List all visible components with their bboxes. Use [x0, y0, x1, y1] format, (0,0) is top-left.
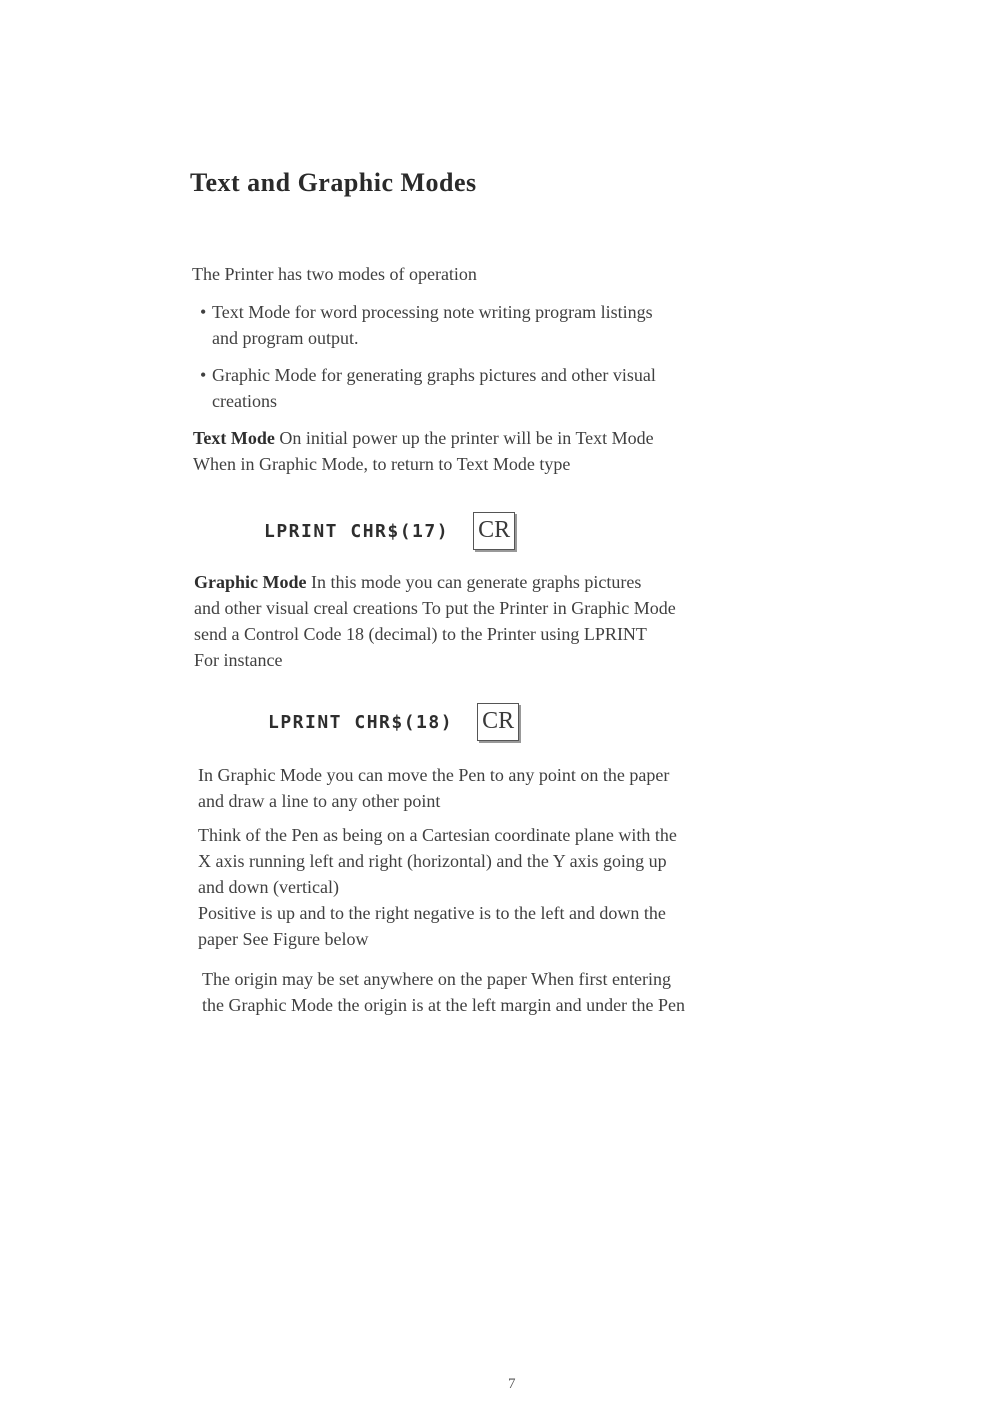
pen-move-paragraph — [198, 762, 669, 814]
paragraph-line: send a Control Code 18 (decimal) to the Printer using LPRINT — [194, 624, 647, 644]
code-example-text-mode — [264, 512, 515, 550]
bullet-dot: • — [200, 302, 207, 322]
paragraph-line: paper See Figure below — [198, 929, 369, 949]
paragraph-line: In this mode you can generate graphs pictures — [311, 572, 642, 592]
paragraph-line: On initial power up the printer will be in Text Mode — [279, 428, 654, 448]
paragraph-line: and other visual creal creations To put the Printer in Graphic Mode — [194, 598, 676, 618]
bullet-line: Graphic Mode for generating graphs pictures and other visual — [212, 365, 656, 385]
paragraph-line: The origin may be set anywhere on the paper When first entering — [202, 969, 672, 989]
bullet-line: Text Mode for word processing note writing program listings — [212, 302, 653, 322]
text-mode-heading: Text Mode — [193, 428, 275, 448]
paragraph-line: Positive is up and to the right negative is to the left and down the — [198, 903, 666, 923]
text-mode-paragraph — [193, 425, 654, 477]
intro-text: The Printer has two modes of operation — [192, 264, 477, 284]
code-command: LPRINT CHR$(18) — [268, 711, 454, 733]
carriage-return-key: CR — [477, 703, 519, 741]
paragraph-line: In Graphic Mode you can move the Pen to any point on the paper — [198, 765, 670, 785]
bullet-text-mode — [200, 299, 653, 351]
graphic-mode-heading: Graphic Mode — [194, 572, 307, 592]
paragraph-line: When in Graphic Mode, to return to Text Mode type — [193, 454, 571, 474]
paragraph-line: X axis running left and right (horizontal) and the Y axis going up — [198, 851, 667, 871]
bullet-line: and program output. — [212, 328, 359, 348]
paragraph-line: and draw a line to any other point — [198, 791, 441, 811]
paragraph-line: Think of the Pen as being on a Cartesian coordinate plane with the — [198, 825, 677, 845]
code-example-graphic-mode — [268, 703, 519, 741]
origin-paragraph — [202, 966, 685, 1018]
page-title: Text and Graphic Modes — [190, 168, 477, 197]
bullet-line: creations — [212, 391, 277, 411]
bullet-dot: • — [200, 365, 207, 385]
paragraph-line: the Graphic Mode the origin is at the left margin and under the Pen — [202, 995, 686, 1015]
paragraph-line: and down (vertical) — [198, 877, 339, 897]
code-command: LPRINT CHR$(17) — [264, 520, 450, 542]
paragraph-line: For instance — [194, 650, 283, 670]
cartesian-paragraph — [198, 822, 677, 952]
bullet-graphic-mode — [200, 362, 656, 414]
graphic-mode-paragraph — [194, 569, 676, 673]
carriage-return-key: CR — [473, 512, 515, 550]
page-number: 7 — [508, 1376, 516, 1392]
